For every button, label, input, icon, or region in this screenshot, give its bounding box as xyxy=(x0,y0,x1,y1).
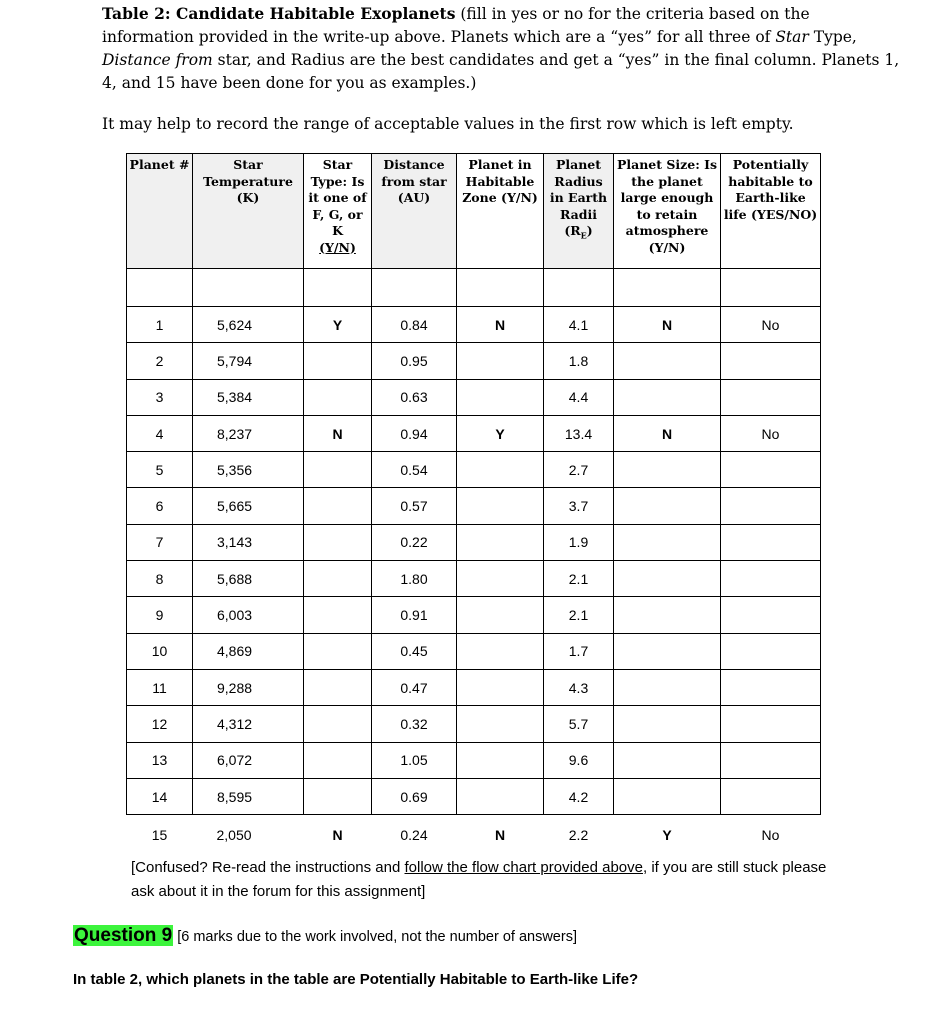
radius-cell: 5.7 xyxy=(544,706,614,742)
intro-text-a: (fill in yes or no for the criteria based on the information provided in the write-up above. Planets which are a “yes” for all three of xyxy=(102,5,810,46)
table-title: Table 2: Candidate Habitable Exoplanets xyxy=(102,4,456,23)
star-type-cell[interactable] xyxy=(304,669,372,705)
habitable-cell[interactable] xyxy=(721,524,821,560)
distance-cell: 0.69 xyxy=(372,778,457,814)
range-row-empty xyxy=(127,269,821,307)
table-row xyxy=(127,343,821,379)
radius-cell: 1.9 xyxy=(544,524,614,560)
confused-after: , if you are still stuck please ask about it in the forum for this assignment] xyxy=(131,859,827,900)
habitable-zone-cell[interactable]: N xyxy=(494,826,506,843)
range-cell[interactable] xyxy=(544,269,614,307)
radius-cell: 4.4 xyxy=(544,379,614,415)
radius-cell: 3.7 xyxy=(544,488,614,524)
habitable-zone-cell[interactable] xyxy=(457,452,544,488)
radius-cell: 2.2 xyxy=(568,826,589,843)
planet-number-cell: 1 xyxy=(127,307,193,343)
table-row xyxy=(127,379,821,415)
question-9-prompt: In table 2, which planets in the table are Potentially Habitable to Earth-like Life? xyxy=(73,971,639,988)
planet-number-cell: 11 xyxy=(127,669,193,705)
habitable-zone-cell[interactable] xyxy=(457,778,544,814)
star-temperature-cell: 9,288 xyxy=(193,669,304,705)
radius-cell: 13.4 xyxy=(544,415,614,451)
star-type-cell[interactable]: N xyxy=(332,826,343,843)
table-row xyxy=(127,488,821,524)
header-star-type-text: Star Type: Is it one of F, G, or K xyxy=(308,157,367,238)
header-planet-num: Planet # xyxy=(127,154,193,269)
radius-cell: 4.1 xyxy=(544,307,614,343)
planet-number-cell: 9 xyxy=(127,597,193,633)
distance-cell: 0.22 xyxy=(372,524,457,560)
radius-cell: 2.1 xyxy=(544,561,614,597)
intro-paragraph xyxy=(102,2,902,95)
planet-size-cell[interactable] xyxy=(614,561,721,597)
distance-cell: 0.94 xyxy=(372,415,457,451)
radius-cell: 9.6 xyxy=(544,742,614,778)
habitable-zone-cell[interactable]: Y xyxy=(457,415,544,451)
star-type-cell[interactable] xyxy=(304,778,372,814)
habitable-zone-cell[interactable] xyxy=(457,343,544,379)
star-type-cell[interactable]: Y xyxy=(304,307,372,343)
header-radius-unit: (R xyxy=(564,223,581,238)
star-temperature-cell: 5,384 xyxy=(193,379,304,415)
planet-size-cell[interactable]: N xyxy=(614,415,721,451)
star-type-cell[interactable] xyxy=(304,452,372,488)
header-potentially-habitable: Potentially habitable to Earth-like life (YES/NO) xyxy=(721,154,821,269)
radius-cell: 2.7 xyxy=(544,452,614,488)
habitable-cell[interactable]: No xyxy=(721,415,821,451)
planet-size-cell[interactable] xyxy=(614,597,721,633)
habitable-zone-cell[interactable] xyxy=(457,597,544,633)
confused-note xyxy=(131,856,851,904)
radius-cell: 2.1 xyxy=(544,597,614,633)
star-temperature-cell: 6,003 xyxy=(193,597,304,633)
habitable-cell[interactable] xyxy=(721,778,821,814)
planet-number-cell: 15 xyxy=(151,826,168,843)
table-row xyxy=(127,778,821,814)
planet-number-cell: 14 xyxy=(127,778,193,814)
header-radius-close: ) xyxy=(586,223,593,238)
question-9-label: Question 9 xyxy=(74,925,173,946)
header-habitable-zone: Planet in Habitable Zone (Y/N) xyxy=(457,154,544,269)
distance-cell: 0.47 xyxy=(372,669,457,705)
table-row xyxy=(127,633,821,669)
table-row xyxy=(127,597,821,633)
star-type-cell[interactable] xyxy=(304,561,372,597)
range-cell[interactable] xyxy=(721,269,821,307)
star-temperature-cell: 5,624 xyxy=(193,307,304,343)
star-temperature-cell: 4,869 xyxy=(193,633,304,669)
table-row xyxy=(127,307,821,343)
planet-number-cell: 7 xyxy=(127,524,193,560)
star-type-cell[interactable] xyxy=(304,706,372,742)
header-radius-text: Planet Radius in Earth Radii xyxy=(549,157,608,222)
star-temperature-cell: 8,237 xyxy=(193,415,304,451)
range-cell[interactable] xyxy=(457,269,544,307)
distance-cell: 1.05 xyxy=(372,742,457,778)
planet-size-cell[interactable] xyxy=(614,524,721,560)
radius-cell: 4.3 xyxy=(544,669,614,705)
planet-number-cell: 13 xyxy=(127,742,193,778)
header-radius-sub: E xyxy=(580,230,587,241)
habitable-zone-cell[interactable] xyxy=(457,706,544,742)
flow-chart-link[interactable]: follow the flow chart provided above xyxy=(404,859,643,876)
range-cell[interactable] xyxy=(614,269,721,307)
header-distance: Distance from star (AU) xyxy=(372,154,457,269)
planet-size-cell[interactable] xyxy=(614,669,721,705)
habitable-cell[interactable] xyxy=(721,343,821,379)
habitable-cell[interactable] xyxy=(721,452,821,488)
planet-size-cell[interactable]: Y xyxy=(662,826,672,843)
habitable-cell[interactable] xyxy=(721,706,821,742)
distance-cell: 0.57 xyxy=(372,488,457,524)
distance-cell: 0.24 xyxy=(400,826,428,843)
habitable-zone-cell[interactable] xyxy=(457,633,544,669)
planet-number-cell: 5 xyxy=(127,452,193,488)
habitable-zone-cell[interactable] xyxy=(457,561,544,597)
planet-size-cell[interactable] xyxy=(614,706,721,742)
header-planet-size: Planet Size: Is the planet large enough to retain atmosphere (Y/N) xyxy=(614,154,721,269)
distance-cell: 0.95 xyxy=(372,343,457,379)
habitable-zone-cell[interactable]: N xyxy=(457,307,544,343)
habitable-cell[interactable]: No xyxy=(721,307,821,343)
intro-text-b: Type, xyxy=(808,28,857,46)
habitable-cell[interactable] xyxy=(721,633,821,669)
radius-cell: 1.7 xyxy=(544,633,614,669)
planet-number-cell: 12 xyxy=(127,706,193,742)
range-cell[interactable] xyxy=(372,269,457,307)
table-row xyxy=(127,742,821,778)
table-row xyxy=(127,561,821,597)
planet-number-cell: 3 xyxy=(127,379,193,415)
header-star-type xyxy=(304,154,372,269)
star-temperature-cell: 5,356 xyxy=(193,452,304,488)
star-temperature-cell: 5,688 xyxy=(193,561,304,597)
intro-em-star: Star xyxy=(775,28,809,46)
header-planet-radius xyxy=(544,154,614,269)
table-row xyxy=(127,524,821,560)
planet-size-cell[interactable] xyxy=(614,742,721,778)
planet-number-cell: 2 xyxy=(127,343,193,379)
table-row xyxy=(127,669,821,705)
planet-number-cell: 6 xyxy=(127,488,193,524)
distance-cell: 0.45 xyxy=(372,633,457,669)
radius-cell: 1.8 xyxy=(544,343,614,379)
table-header-row xyxy=(127,154,821,269)
planet-size-cell[interactable] xyxy=(614,343,721,379)
confused-before: [Confused? Re-read the instructions and xyxy=(131,859,405,876)
habitable-cell[interactable]: No xyxy=(761,826,780,843)
header-star-type-yn: (Y/N) xyxy=(319,239,356,255)
header-star-temperature: Star Temperature (K) xyxy=(193,154,304,269)
star-type-cell[interactable] xyxy=(304,633,372,669)
planet-size-cell[interactable] xyxy=(614,488,721,524)
table-row xyxy=(127,706,821,742)
range-cell[interactable] xyxy=(127,269,193,307)
range-cell[interactable] xyxy=(304,269,372,307)
star-temperature-cell: 4,312 xyxy=(193,706,304,742)
habitable-cell[interactable] xyxy=(721,597,821,633)
star-type-cell[interactable] xyxy=(304,597,372,633)
habitable-cell[interactable] xyxy=(721,742,821,778)
table-row xyxy=(127,815,821,845)
habitable-zone-cell[interactable] xyxy=(457,669,544,705)
distance-cell: 1.80 xyxy=(372,561,457,597)
planet-size-cell[interactable] xyxy=(614,379,721,415)
star-type-cell[interactable] xyxy=(304,343,372,379)
star-temperature-cell: 2,050 xyxy=(216,826,252,843)
planet-number-cell: 10 xyxy=(127,633,193,669)
exoplanet-table xyxy=(126,153,821,845)
range-cell[interactable] xyxy=(193,269,304,307)
planet-size-cell[interactable] xyxy=(614,452,721,488)
star-temperature-cell: 3,143 xyxy=(193,524,304,560)
star-type-cell[interactable]: N xyxy=(304,415,372,451)
habitable-zone-cell[interactable] xyxy=(457,524,544,560)
habitable-zone-cell[interactable] xyxy=(457,488,544,524)
distance-cell: 0.84 xyxy=(372,307,457,343)
habitable-zone-cell[interactable] xyxy=(457,742,544,778)
distance-cell: 0.54 xyxy=(372,452,457,488)
table-row xyxy=(127,415,821,451)
star-type-cell[interactable] xyxy=(304,379,372,415)
star-temperature-cell: 8,595 xyxy=(193,778,304,814)
star-type-cell[interactable] xyxy=(304,488,372,524)
question-9 xyxy=(73,925,577,947)
habitable-cell[interactable] xyxy=(721,379,821,415)
question-9-marks: [6 marks due to the work involved, not the number of answers] xyxy=(173,929,577,945)
star-temperature-cell: 5,794 xyxy=(193,343,304,379)
radius-cell: 4.2 xyxy=(544,778,614,814)
habitable-cell[interactable] xyxy=(721,669,821,705)
planet-number-cell: 8 xyxy=(127,561,193,597)
habitable-zone-cell[interactable] xyxy=(457,379,544,415)
intro-em-distance: Distance from xyxy=(102,51,213,69)
habitable-cell[interactable] xyxy=(721,488,821,524)
star-type-cell[interactable] xyxy=(304,524,372,560)
range-note: It may help to record the range of acceptable values in the first row which is left empty. xyxy=(102,115,794,133)
planet-size-cell[interactable] xyxy=(614,633,721,669)
planet-number-cell: 4 xyxy=(127,415,193,451)
planet-size-cell[interactable] xyxy=(614,778,721,814)
planet-size-cell[interactable]: N xyxy=(614,307,721,343)
star-temperature-cell: 5,665 xyxy=(193,488,304,524)
distance-cell: 0.91 xyxy=(372,597,457,633)
distance-cell: 0.63 xyxy=(372,379,457,415)
star-type-cell[interactable] xyxy=(304,742,372,778)
intro-text-c: star, and Radius are the best candidates and get a “yes” in the final column. Planets 1, 4, and 15 have been done for you as examples.) xyxy=(102,51,900,92)
table-row xyxy=(127,452,821,488)
habitable-cell[interactable] xyxy=(721,561,821,597)
distance-cell: 0.32 xyxy=(372,706,457,742)
star-temperature-cell: 6,072 xyxy=(193,742,304,778)
